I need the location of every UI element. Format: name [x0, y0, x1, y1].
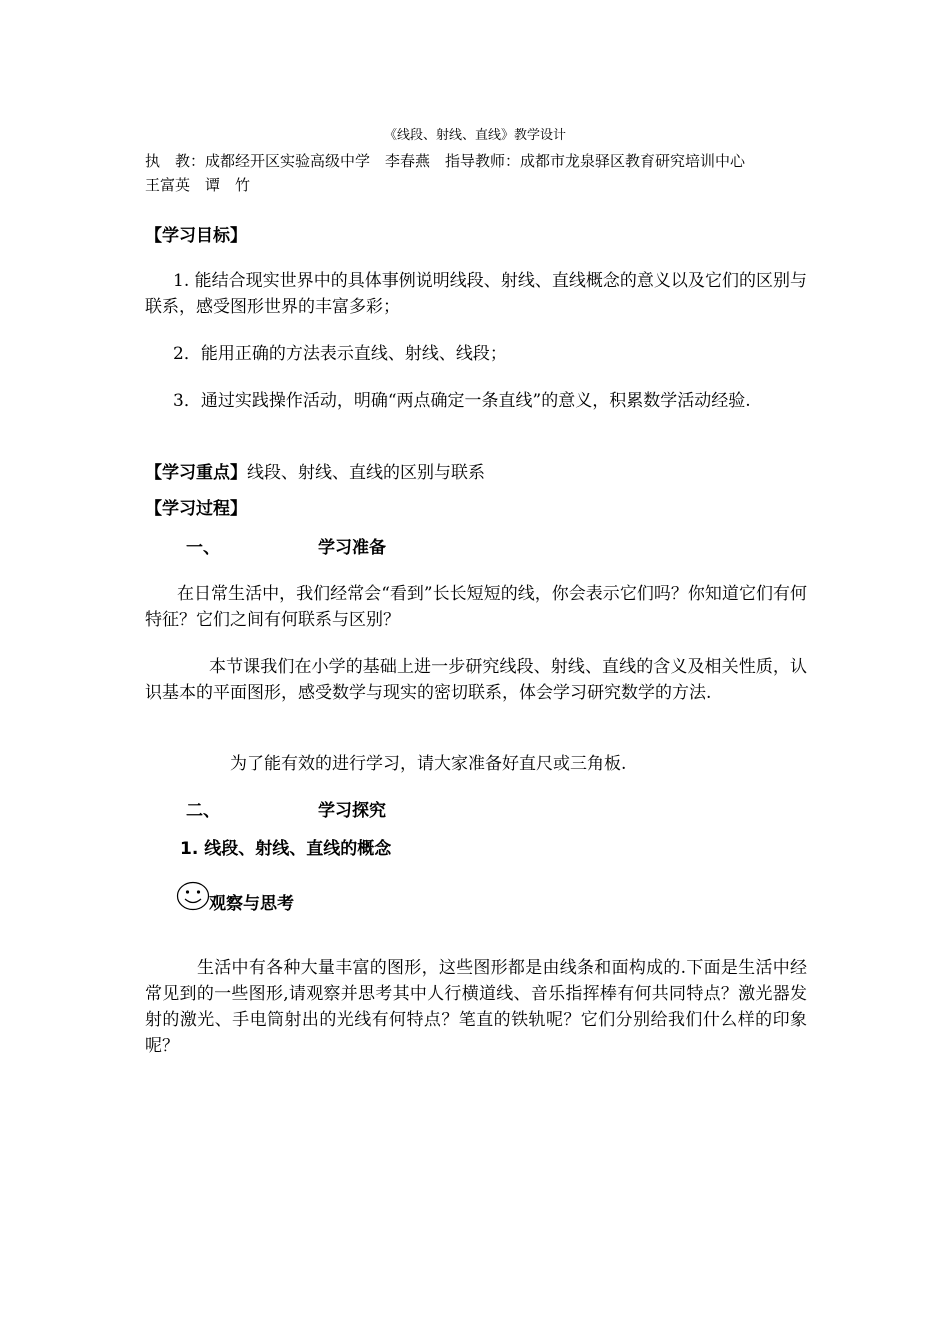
document-title: 《线段、射线、直线》教学设计: [383, 128, 566, 143]
objective-item-2: 2．能用正确的方法表示直线、射线、线段；: [173, 344, 507, 364]
section-2-paragraph-1: 生活中有各种大量丰富的图形，这些图形都是由线条和面构成的.下面是生活中经常见到的一些图形,请观察并思考其中人行横道线、音乐指挥棒有何共同特点？激光器发射的激光、手电筒射出的光线有何特点？笔直的铁轨呢？它们分别给我们什么样的印象呢？: [145, 958, 807, 1056]
section-2-number: 二、: [186, 801, 220, 821]
key-points-heading: 【学习重点】: [145, 463, 247, 483]
teacher-info-line: 执 教：成都经开区实验高级中学 李春燕 指导教师：成都市龙泉驿区教育研究培训中心: [145, 152, 746, 170]
section-1-title: 学习准备: [318, 538, 386, 558]
key-points-text: 线段、射线、直线的区别与联系: [247, 463, 485, 483]
objective-item-1: 1. 能结合现实世界中的具体事例说明线段、射线、直线概念的意义以及它们的区别与联系，感受图形世界的丰富多彩；: [145, 271, 807, 317]
process-heading: 【学习过程】: [145, 499, 247, 519]
section-1-paragraph-1: 在日常生活中，我们经常会“看到”长长短短的线，你会表示它们吗？你知道它们有何特征？它们之间有何联系与区别？: [145, 584, 807, 630]
section-1-paragraph-2: 本节课我们在小学的基础上进一步研究线段、射线、直线的含义及相关性质，认识基本的平面图形，感受数学与现实的密切联系，体会学习研究数学的方法.: [145, 657, 807, 703]
key-points-row: [145, 461, 485, 485]
teacher-info-line-2: 王富英 谭 竹: [145, 176, 251, 194]
section-1-paragraph-3: 为了能有效的进行学习，请大家准备好直尺或三角板.: [230, 754, 627, 774]
observe-and-think-label: 观察与思考: [209, 894, 294, 914]
objective-item-3: 3．通过实践操作活动，明确“两点确定一条直线”的意义，积累数学活动经验.: [173, 391, 751, 411]
section-2-title: 学习探究: [318, 801, 386, 821]
subsection-1-title: 1. 线段、射线、直线的概念: [180, 839, 392, 859]
section-1-number: 一、: [186, 538, 220, 558]
smiley-icon: [176, 881, 210, 911]
objectives-heading: 【学习目标】: [145, 226, 247, 246]
